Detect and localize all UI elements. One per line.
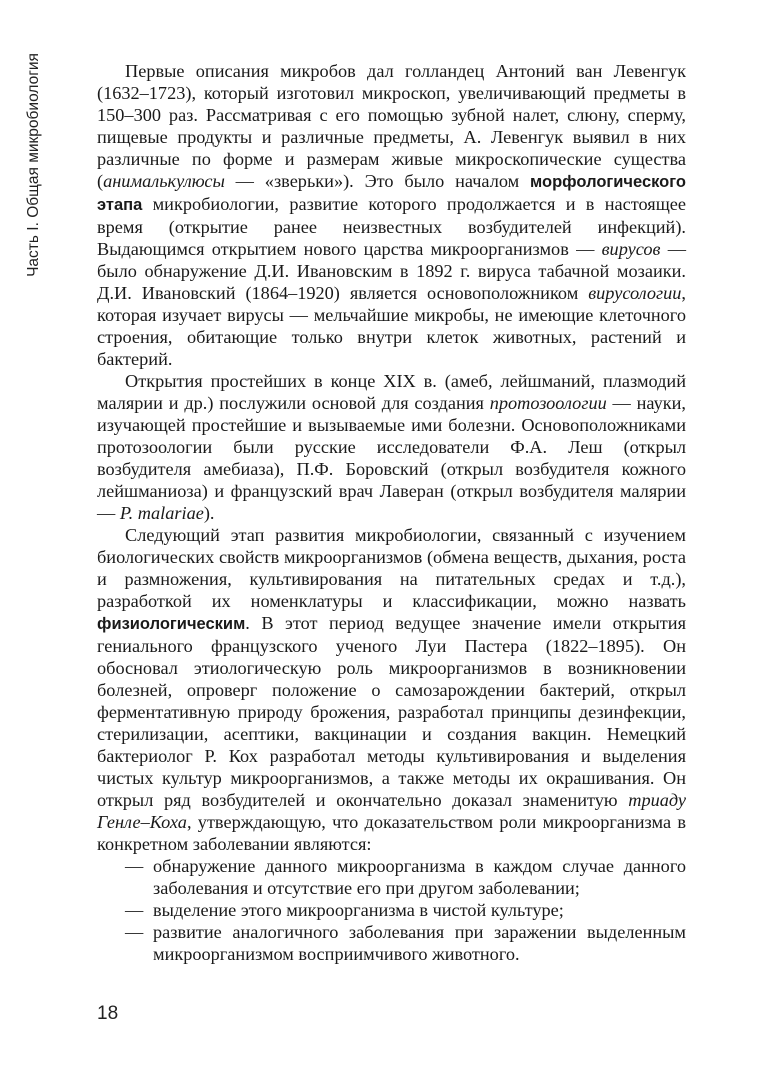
running-header-text: Часть I. Общая микробиология: [25, 53, 42, 277]
running-header: [16, 50, 52, 280]
term-henle-koch-triad: триаду Генле–Коха: [97, 790, 686, 832]
dash-marker: —: [125, 856, 144, 876]
list-item: — развитие аналогичного заболевания при заражении выделенным микроорганизмом восприимчивого животного.: [125, 922, 686, 964]
dash-marker: —: [125, 900, 144, 920]
term-viruses: вирусов: [601, 239, 661, 259]
paragraph-1: Первые описания микробов дал голландец Антоний ван Левенгук (1632–1723), который изготовил микроскоп, увеличивающий предметы в 150–300 раз. Рассматривая с его помощью зубной налет, слюну, сперму, пищевые продукты и различные предметы, А. Левенгук выявил в них различные по форме и размерам живые микроскопические существа (анималькулюсы — «зверьки»). Это было началом морфологического этапа микробиологии, развитие которого продолжается и в настоящее время (открытие ранее неизвестных возбудителей инфекций). Выдающимся открытием нового царства микроорганизмов — вирусов — было обнаружение Д.И. Ивановским в 1892 г. вируса табачной мозаики. Д.И. Ивановский (1864–1920) является основоположником вирусологии, которая изучает вирусы — мельчайшие микробы, не имеющие клеточного строения, обитающие только внутри клеток животных, растений и бактерий.: [97, 61, 686, 369]
paragraph-3: Следующий этап развития микробиологии, связанный с изучением биологических свойств микроорганизмов (обмена веществ, дыхания, роста и размножения, культивирования на питательных средах и т.д.), разработкой их номенклатуры и классификации, можно назвать физиологическим. В этот период ведущее значение имели открытия гениального французского ученого Луи Пастера (1822–1895). Он обосновал этиологическую роль микроорганизмов в возникновении болезней, опроверг положение о самозарождении бактерий, открыл ферментативную природу брожения, разработал принципы дезинфекции, стерилизации, асептики, вакцинации и создания вакцин. Немецкий бактериолог Р. Кох разработал методы культивирования и выделения чистых культур микроорганизмов, а также методы их окрашивания. Он открыл ряд возбудителей и окончательно доказал знаменитую триаду Генле–Коха, утверждающую, что доказательством роли микроорганизма в конкретном заболевании являются:: [97, 525, 686, 854]
dash-marker: —: [125, 922, 144, 942]
paragraph-2: Открытия простейших в конце XIX в. (амеб, лейшманий, плазмодий малярии и др.) послужили основой для создания протозоологии — науки, изучающей простейшие и вызываемые ими болезни. Основоположниками протозоологии были русские исследователи Ф.А. Леш (открыл возбудителя амебиаза), П.Ф. Боровский (открыл возбудителя кожного лейшманиоза) и французский врач Лаверан (открыл возбудителя малярии — P. malariae).: [97, 371, 686, 523]
term-animalculi: анималькулюсы: [103, 171, 225, 191]
koch-postulates-list: [97, 855, 686, 965]
list-item: — обнаружение данного микроорганизма в каждом случае данного заболевания и отсутствие его при другом заболевании;: [125, 856, 686, 898]
term-protozoology: протозоологии: [489, 393, 607, 413]
term-p-malariae: P. malariae: [119, 503, 204, 523]
page-body: [97, 60, 686, 965]
term-virology: вирусологии: [588, 283, 682, 303]
page-number: 18: [97, 1003, 119, 1024]
term-physiological: физиологическим: [97, 615, 246, 633]
list-item: — выделение этого микроорганизма в чистой культуре;: [125, 900, 564, 920]
term-morphological-stage: морфологического этапа: [97, 173, 686, 214]
